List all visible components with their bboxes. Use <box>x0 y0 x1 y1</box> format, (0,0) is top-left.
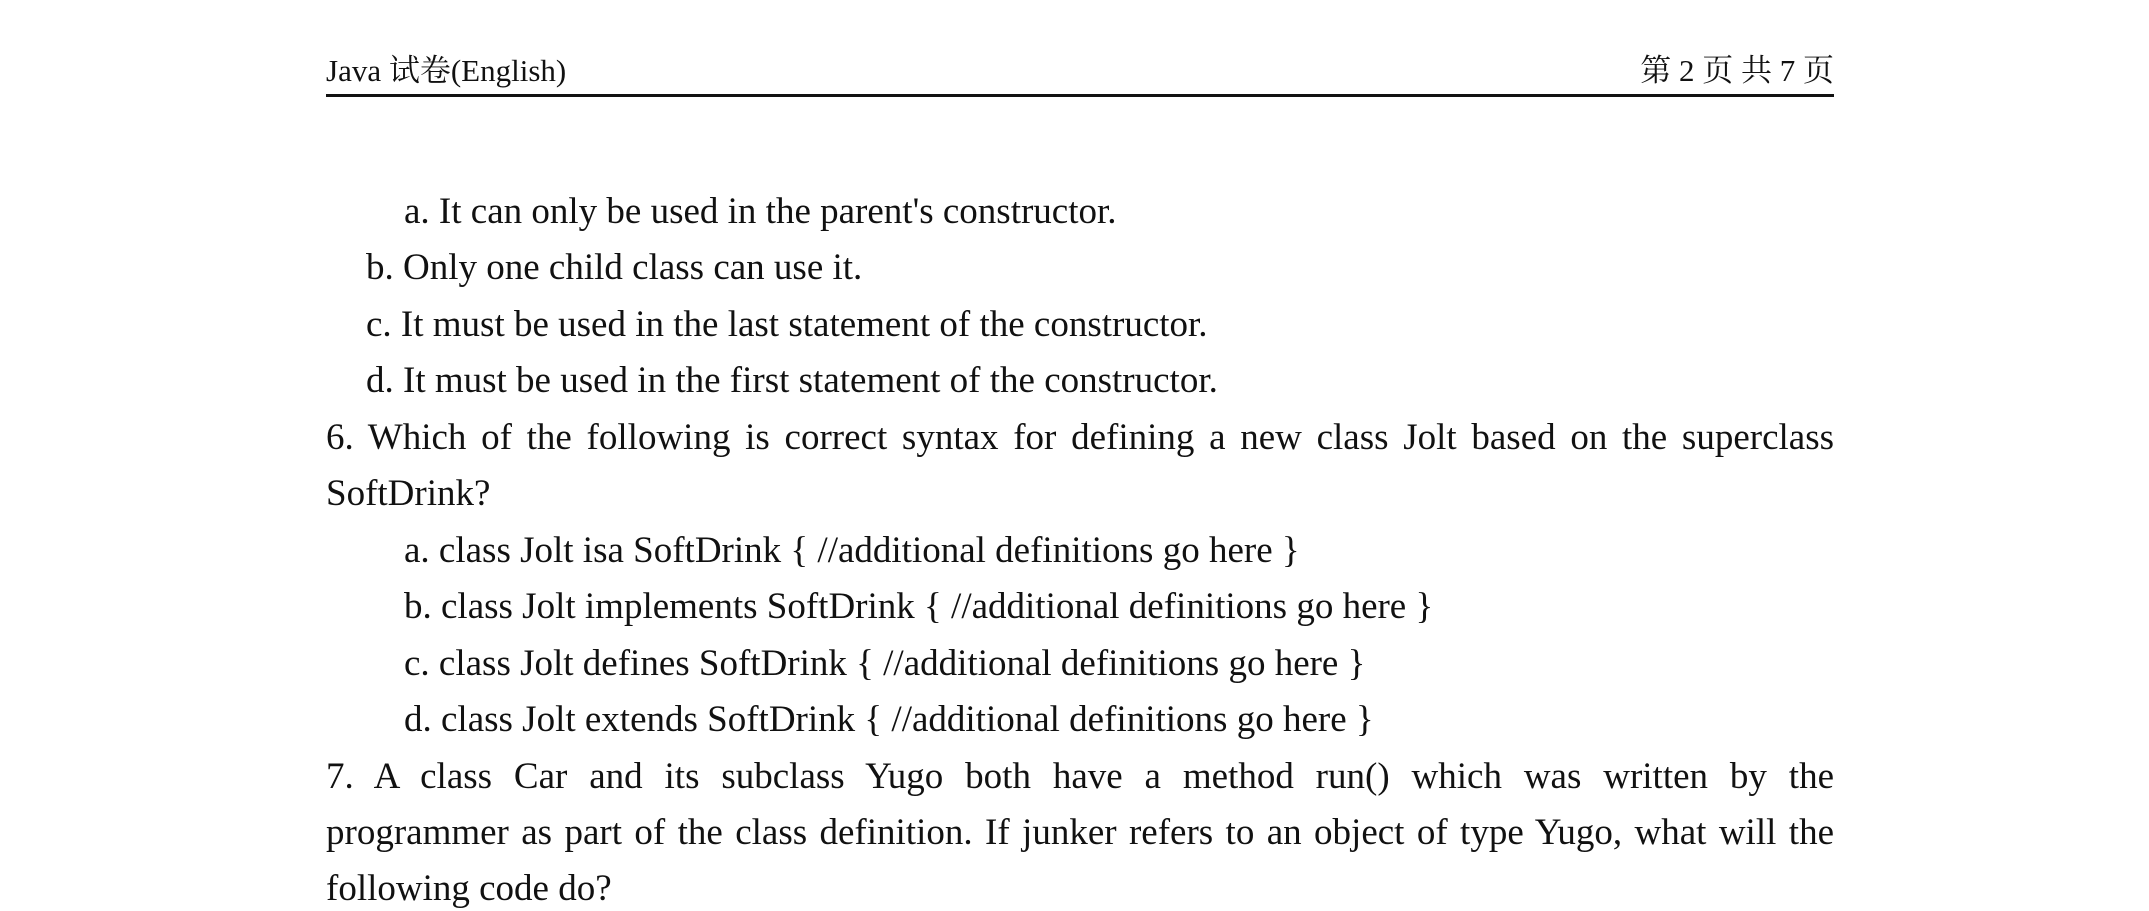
q5-option-d: d. It must be used in the first statement of the constructor. <box>366 360 1218 401</box>
q7-text-line1: 7. A class Car and its subclass Yugo both have a method run() which was written by the <box>326 756 1834 797</box>
q5-option-c: c. It must be used in the last statement of the constructor. <box>366 304 1208 345</box>
page-number: 第 2 页 共 7 页 <box>1640 53 1834 88</box>
q7-text-line3: following code do? <box>326 868 612 909</box>
q5-option-b: b. Only one child class can use it. <box>366 247 863 288</box>
q6-text-line1: 6. Which of the following is correct syntax for defining a new class Jolt based on the superclass <box>326 417 1834 458</box>
q6-option-d: d. class Jolt extends SoftDrink { //additional definitions go here } <box>404 699 1374 740</box>
q7-text-line2: programmer as part of the class definition. If junker refers to an object of type Yugo, what will the <box>326 812 1834 853</box>
q6-option-c: c. class Jolt defines SoftDrink { //additional definitions go here } <box>404 643 1366 684</box>
q5-option-a: a. It can only be used in the parent's constructor. <box>404 191 1117 232</box>
q6-option-b: b. class Jolt implements SoftDrink { //additional definitions go here } <box>404 586 1434 627</box>
exam-title: Java 试卷(English) <box>326 53 567 88</box>
q6-option-a: a. class Jolt isa SoftDrink { //additional definitions go here } <box>404 530 1300 571</box>
page-header <box>326 48 1834 97</box>
q6-text-line2: SoftDrink? <box>326 473 491 514</box>
